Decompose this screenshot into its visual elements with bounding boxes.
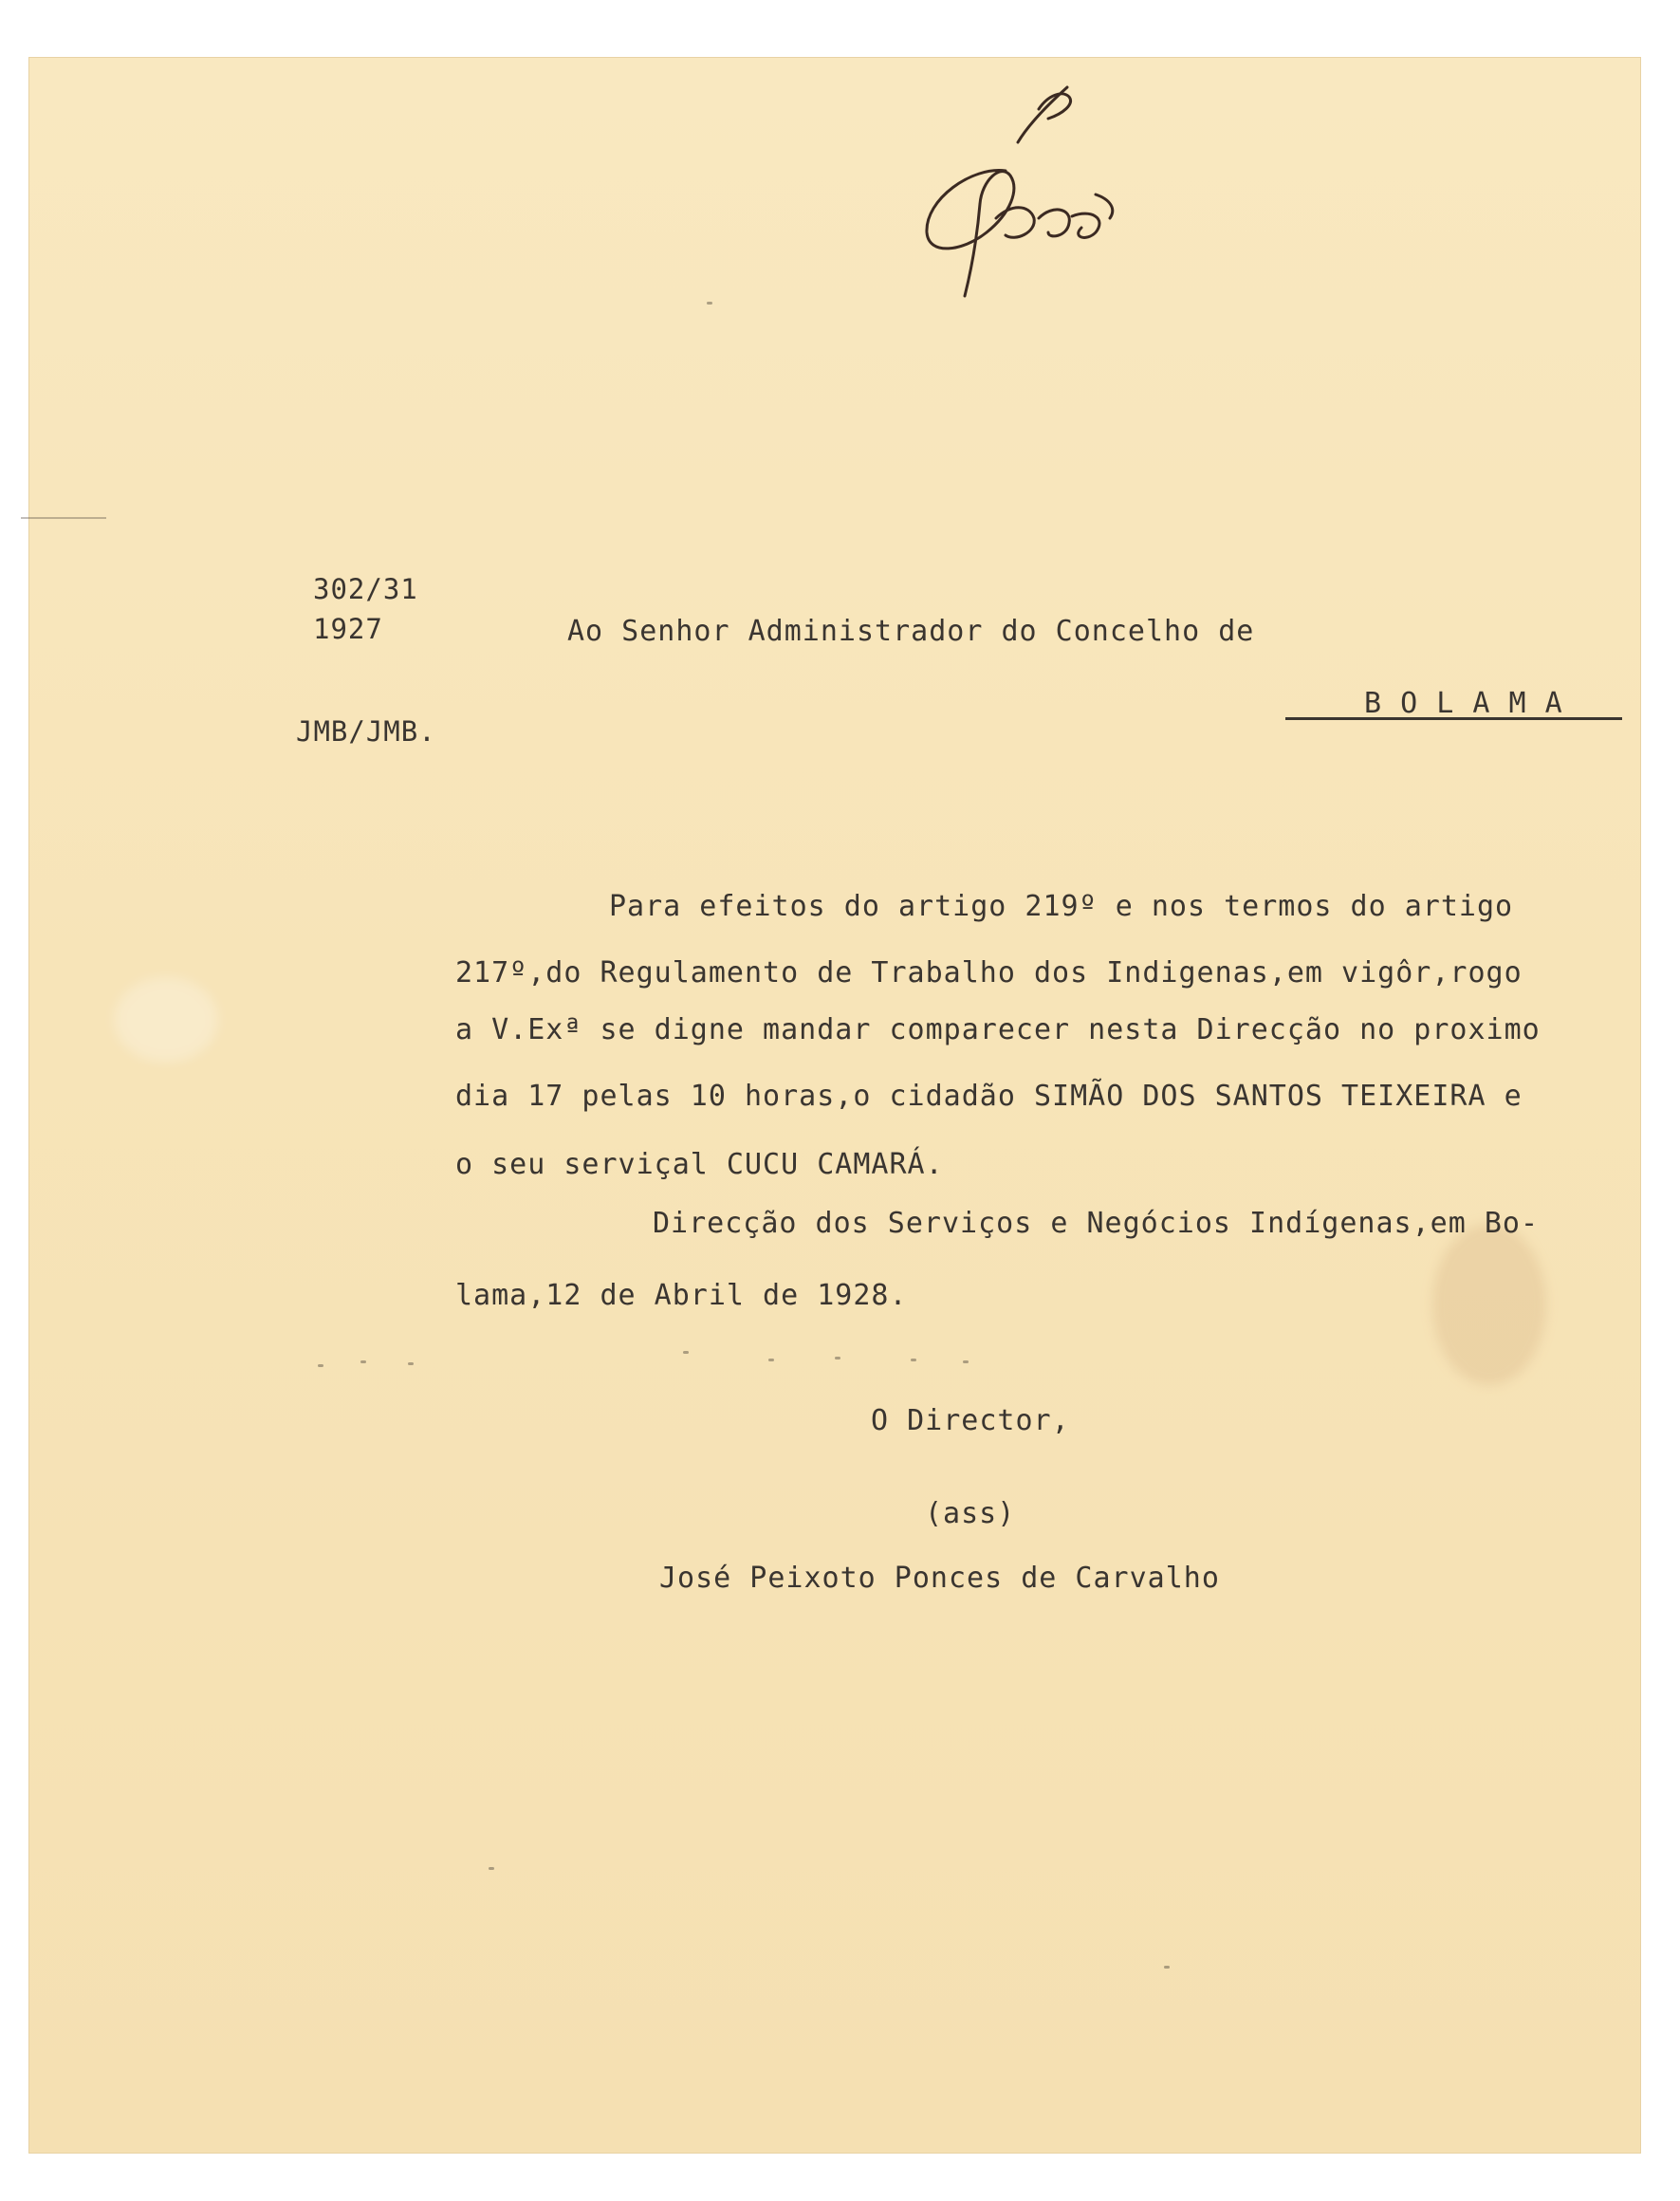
ink-speck [1164, 1966, 1170, 1969]
ink-speck [768, 1359, 774, 1361]
reference-number: 302/31 [313, 573, 418, 605]
ink-speck [835, 1357, 840, 1359]
closing-line: Direcção dos Serviços e Negócios Indígenas,em Bo- [653, 1207, 1540, 1240]
signed-marker: (ass) [925, 1497, 1016, 1530]
body-line: 217º,do Regulamento de Trabalho dos Indigenas,em vigôr,rogo [455, 956, 1523, 990]
ink-speck [911, 1359, 916, 1361]
ink-speck [489, 1867, 494, 1870]
paper-scuff-line [21, 517, 106, 519]
addressee-place: B O L A M A [1364, 687, 1563, 720]
signatory-title: O Director, [871, 1404, 1070, 1437]
handwritten-initials [906, 76, 1134, 313]
ink-stain [1432, 1224, 1546, 1385]
addressee-line: Ao Senhor Administrador do Concelho de [567, 615, 1255, 648]
ink-speck [408, 1362, 414, 1365]
ink-speck [707, 302, 712, 305]
signatory-name: José Peixoto Ponces de Carvalho [659, 1562, 1220, 1595]
closing-line: lama,12 de Abril de 1928. [455, 1279, 908, 1312]
body-line: Para efeitos do artigo 219º e nos termos do artigo [609, 890, 1514, 923]
body-line: dia 17 pelas 10 horas,o cidadão SIMÃO DOS SANTOS TEIXEIRA e [455, 1080, 1523, 1113]
ink-speck [683, 1351, 689, 1354]
body-line: a V.Exª se digne mandar comparecer nesta Direcção no proximo [455, 1013, 1541, 1046]
paper-blemish [114, 977, 218, 1063]
body-line: o seu serviçal CUCU CAMARÁ. [455, 1148, 944, 1181]
ink-speck [963, 1360, 969, 1363]
ink-speck [360, 1360, 366, 1363]
ink-speck [318, 1364, 323, 1367]
place-underline [1285, 717, 1622, 720]
initials: JMB/JMB. [296, 715, 436, 748]
reference-year: 1927 [313, 613, 383, 645]
